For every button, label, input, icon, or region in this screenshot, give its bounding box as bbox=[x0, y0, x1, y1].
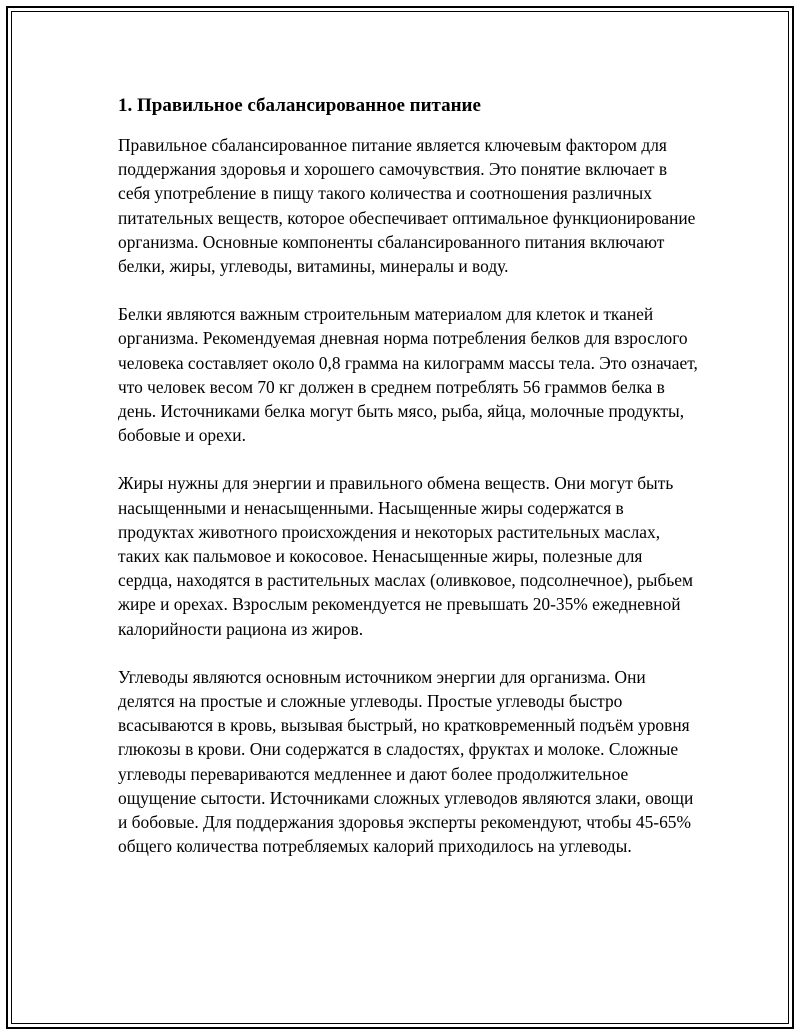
section-title: 1. Правильное сбалансированное питание bbox=[118, 95, 481, 116]
paragraph-proteins: Белки являются важным строительным материалом для клеток и тканей организма. Рекомендуемая дневная норма потребления белков для взрослого человека составляет около 0,8 грамма на килограмм массы тела. Это означает, что человек весом 70 кг должен в среднем потреблять 56 граммов белка в день. Источниками белка могут быть мясо, рыба, яйца, молочные продукты, бобовые и орехи. bbox=[118, 304, 698, 446]
paragraph-carbohydrates: Углеводы являются основным источником энергии для организма. Они делятся на простые и сложные углеводы. Простые углеводы быстро всасываются в кровь, вызывая быстрый, но кратковременный подъём уровня глюкозы в крови. Они содержатся в сладостях, фруктах и молоке. Сложные углеводы перевариваются медленнее и дают более продолжительное ощущение сытости. Источниками сложных углеводов являются злаки, овощи и бобовые. Для поддержания здоровья эксперты рекомендуют, чтобы 45-65% общего количества потребляемых калорий приходилось на углеводы. bbox=[118, 666, 694, 857]
paragraph-intro: Правильное сбалансированное питание является ключевым фактором для поддержания здоровья и хорошего самочувствия. Это понятие включает в себя употребление в пищу такого количества и соотношения различных питательных веществ, которое обеспечивает оптимальное функционирование организма. Основные компоненты сбалансированного питания включают белки, жиры, углеводы, витамины, минералы и воду. bbox=[118, 135, 696, 277]
document-body bbox=[118, 93, 698, 882]
paragraph-fats: Жиры нужны для энергии и правильного обмена веществ. Они могут быть насыщенными и ненасыщенными. Насыщенные жиры содержатся в продуктах животного происхождения и некоторых растительных маслах, таких как пальмовое и кокосовое. Ненасыщенные жиры, полезные для сердца, находятся в растительных маслах (оливковое, подсолнечное), рыбьем жире и орехах. Взрослым рекомендуется не превышать 20-35% ежедневной калорийности рациона из жиров. bbox=[118, 473, 693, 639]
paragraph-list bbox=[118, 133, 698, 858]
